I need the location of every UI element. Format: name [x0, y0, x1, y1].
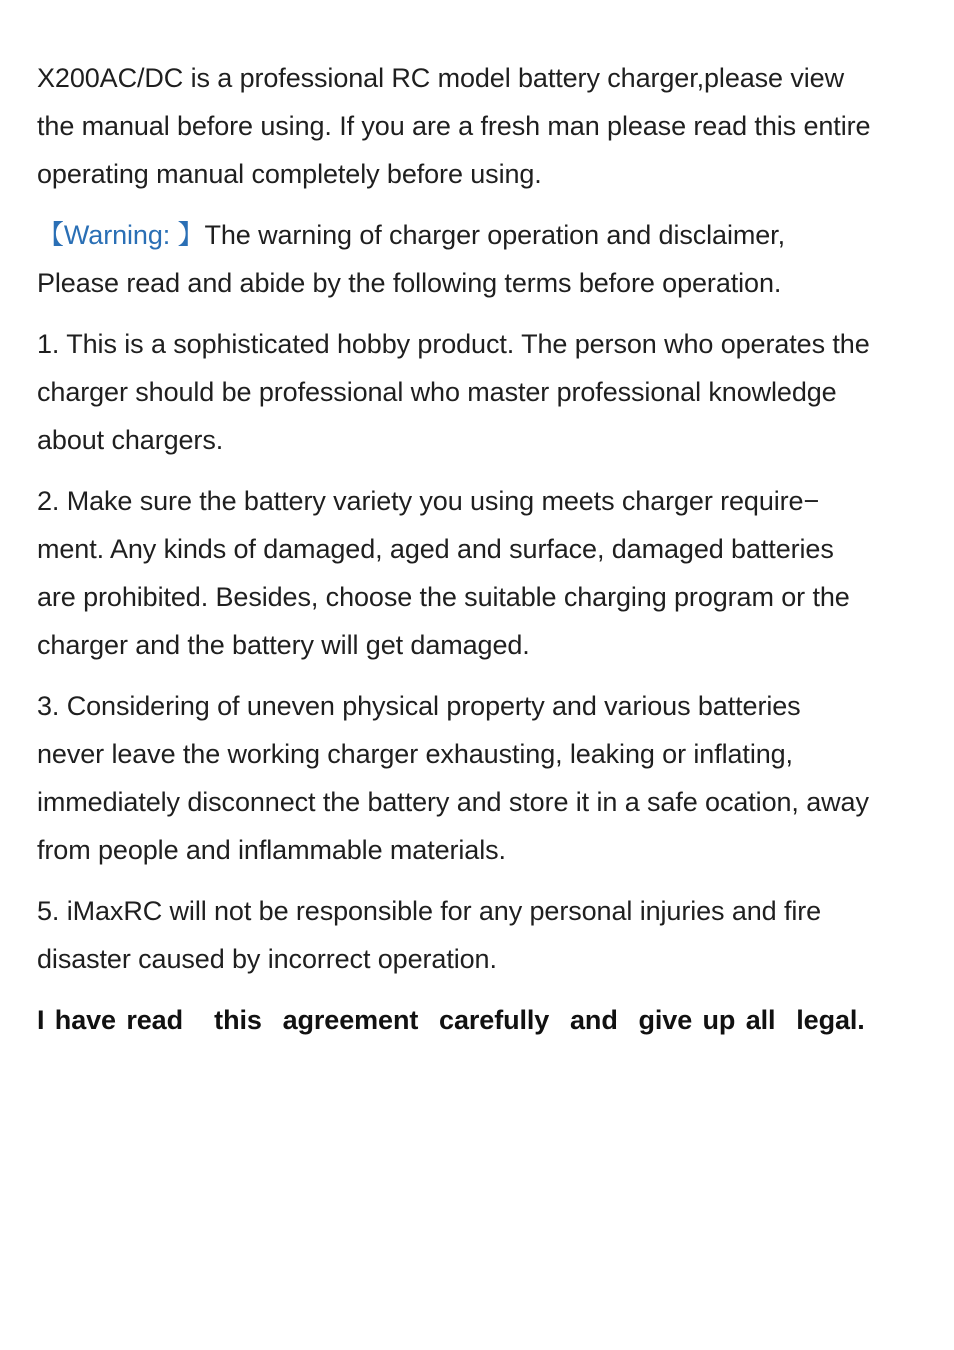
- warning-close-bracket: 】: [177, 220, 205, 250]
- warning-open-bracket: 【: [37, 220, 64, 250]
- manual-page: [37, 54, 937, 1044]
- agreement-statement: I have read this agreement carefully and give up all legal.: [37, 1005, 865, 1035]
- intro-line: the manual before using. If you are a fresh man please read this entire: [37, 111, 871, 141]
- item-line: 3. Considering of uneven physical property and various batteries: [37, 691, 801, 721]
- item-line: ment. Any kinds of damaged, aged and surface, damaged batteries: [37, 534, 834, 564]
- intro-line: X200AC/DC is a professional RC model battery charger,please view: [37, 63, 844, 93]
- item-3-paragraph: [37, 682, 937, 874]
- item-line: 2. Make sure the battery variety you using meets charger require−: [37, 486, 820, 516]
- agreement-paragraph: [37, 996, 937, 1044]
- item-line: charger and the battery will get damaged.: [37, 630, 530, 660]
- item-line: disaster caused by incorrect operation.: [37, 944, 497, 974]
- item-line: charger should be professional who master professional knowledge: [37, 377, 837, 407]
- item-line: never leave the working charger exhausting, leaking or inflating,: [37, 739, 793, 769]
- warning-label: Warning:: [63, 220, 178, 250]
- warning-line: Please read and abide by the following terms before operation.: [37, 268, 782, 298]
- item-1-paragraph: [37, 320, 937, 464]
- warning-paragraph: [37, 211, 937, 307]
- item-2-paragraph: [37, 477, 937, 669]
- warning-text: The warning of charger operation and disclaimer,: [204, 220, 785, 250]
- intro-line: operating manual completely before using.: [37, 159, 542, 189]
- item-5-paragraph: [37, 887, 937, 983]
- item-line: are prohibited. Besides, choose the suitable charging program or the: [37, 582, 850, 612]
- item-line: 1. This is a sophisticated hobby product. The person who operates the: [37, 329, 870, 359]
- warning-line: [37, 211, 937, 259]
- intro-paragraph: [37, 54, 937, 198]
- item-line: 5. iMaxRC will not be responsible for any personal injuries and fire: [37, 896, 822, 926]
- item-line: about chargers.: [37, 425, 224, 455]
- item-line: immediately disconnect the battery and store it in a safe ocation, away: [37, 787, 869, 817]
- item-line: from people and inflammable materials.: [37, 835, 506, 865]
